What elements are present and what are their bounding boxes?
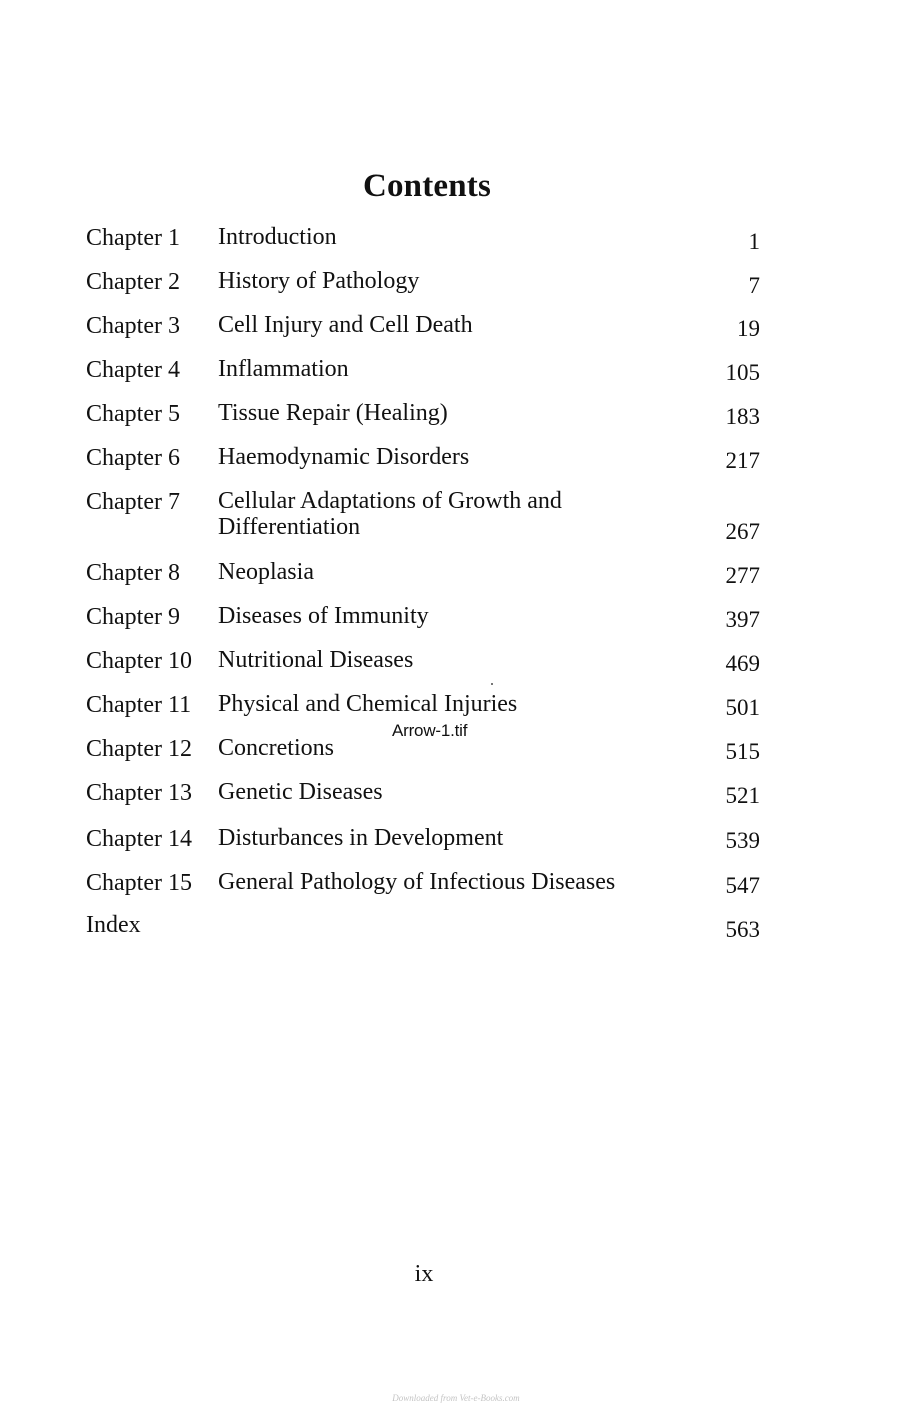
chapter-label: Chapter 1 — [86, 225, 180, 251]
page-number: ix — [414, 1261, 434, 1287]
chapter-title: Inflammation — [218, 356, 349, 382]
chapter-label: Chapter 2 — [86, 269, 180, 295]
chapter-title: Neoplasia — [218, 559, 314, 585]
page-reference: 1 — [748, 229, 760, 254]
chapter-label: Chapter 5 — [86, 401, 180, 427]
chapter-title: History of Pathology — [218, 268, 420, 294]
toc-entry — [0, 779, 912, 809]
chapter-label: Chapter 6 — [86, 445, 180, 471]
chapter-label: Chapter 8 — [86, 560, 180, 586]
page-reference: 217 — [725, 448, 760, 473]
chapter-label: Chapter 11 — [86, 692, 192, 718]
page-reference: 277 — [725, 563, 760, 588]
chapter-label: Chapter 15 — [86, 870, 192, 896]
page-reference: 469 — [725, 651, 760, 676]
toc-entry — [0, 911, 912, 941]
chapter-title: Introduction — [218, 224, 337, 250]
chapter-title: Haemodynamic Disorders — [218, 444, 470, 470]
chapter-title: Concretions — [218, 735, 334, 761]
page-reference: 19 — [737, 316, 760, 341]
page-reference: 7 — [748, 273, 760, 298]
chapter-title: Disturbances in Development — [218, 825, 504, 851]
toc-entry — [0, 224, 912, 254]
toc-entry — [0, 444, 912, 474]
page-reference: 183 — [725, 404, 760, 429]
toc-entry — [0, 268, 912, 298]
page-reference: 501 — [725, 695, 760, 720]
page-reference: 267 — [725, 519, 760, 544]
page-reference: 539 — [725, 828, 760, 853]
page-reference: 397 — [725, 607, 760, 632]
page-title: Contents — [362, 168, 492, 205]
toc-entry — [0, 869, 912, 899]
watermark: Downloaded from Vet-e-Books.com — [392, 1393, 520, 1403]
chapter-label: Chapter 12 — [86, 736, 192, 762]
page-reference: 563 — [725, 917, 760, 942]
chapter-label: Chapter 10 — [86, 648, 192, 674]
stray-mark — [491, 683, 493, 685]
page-reference: 105 — [725, 360, 760, 385]
page-reference: 515 — [725, 739, 760, 764]
toc-entry — [0, 559, 912, 589]
toc-entry — [0, 400, 912, 430]
placeholder-filename-label: Arrow-1.tif — [392, 721, 468, 740]
toc-entry — [0, 603, 912, 633]
chapter-label: Chapter 4 — [86, 357, 180, 383]
toc-entry — [0, 488, 912, 548]
chapter-label: Chapter 7 — [86, 489, 180, 515]
toc-entry — [0, 825, 912, 855]
toc-entry — [0, 312, 912, 342]
chapter-title: Diseases of Immunity — [218, 603, 429, 629]
chapter-title: Cell Injury and Cell Death — [218, 312, 473, 338]
index-label: Index — [86, 912, 141, 938]
chapter-label: Chapter 13 — [86, 780, 192, 806]
toc-entry — [0, 647, 912, 677]
toc-entry — [0, 691, 912, 721]
chapter-title: General Pathology of Infectious Diseases — [218, 869, 616, 895]
chapter-label: Chapter 14 — [86, 826, 192, 852]
chapter-title: Nutritional Diseases — [218, 647, 414, 673]
chapter-title: Cellular Adaptations of Growth and Differentiation — [218, 488, 562, 540]
chapter-title: Genetic Diseases — [218, 779, 383, 805]
page-reference: 547 — [725, 873, 760, 898]
chapter-title: Physical and Chemical Injuries — [218, 691, 518, 717]
chapter-label: Chapter 3 — [86, 313, 180, 339]
chapter-title: Tissue Repair (Healing) — [218, 400, 448, 426]
chapter-label: Chapter 9 — [86, 604, 180, 630]
page-reference: 521 — [725, 783, 760, 808]
toc-entry — [0, 356, 912, 386]
